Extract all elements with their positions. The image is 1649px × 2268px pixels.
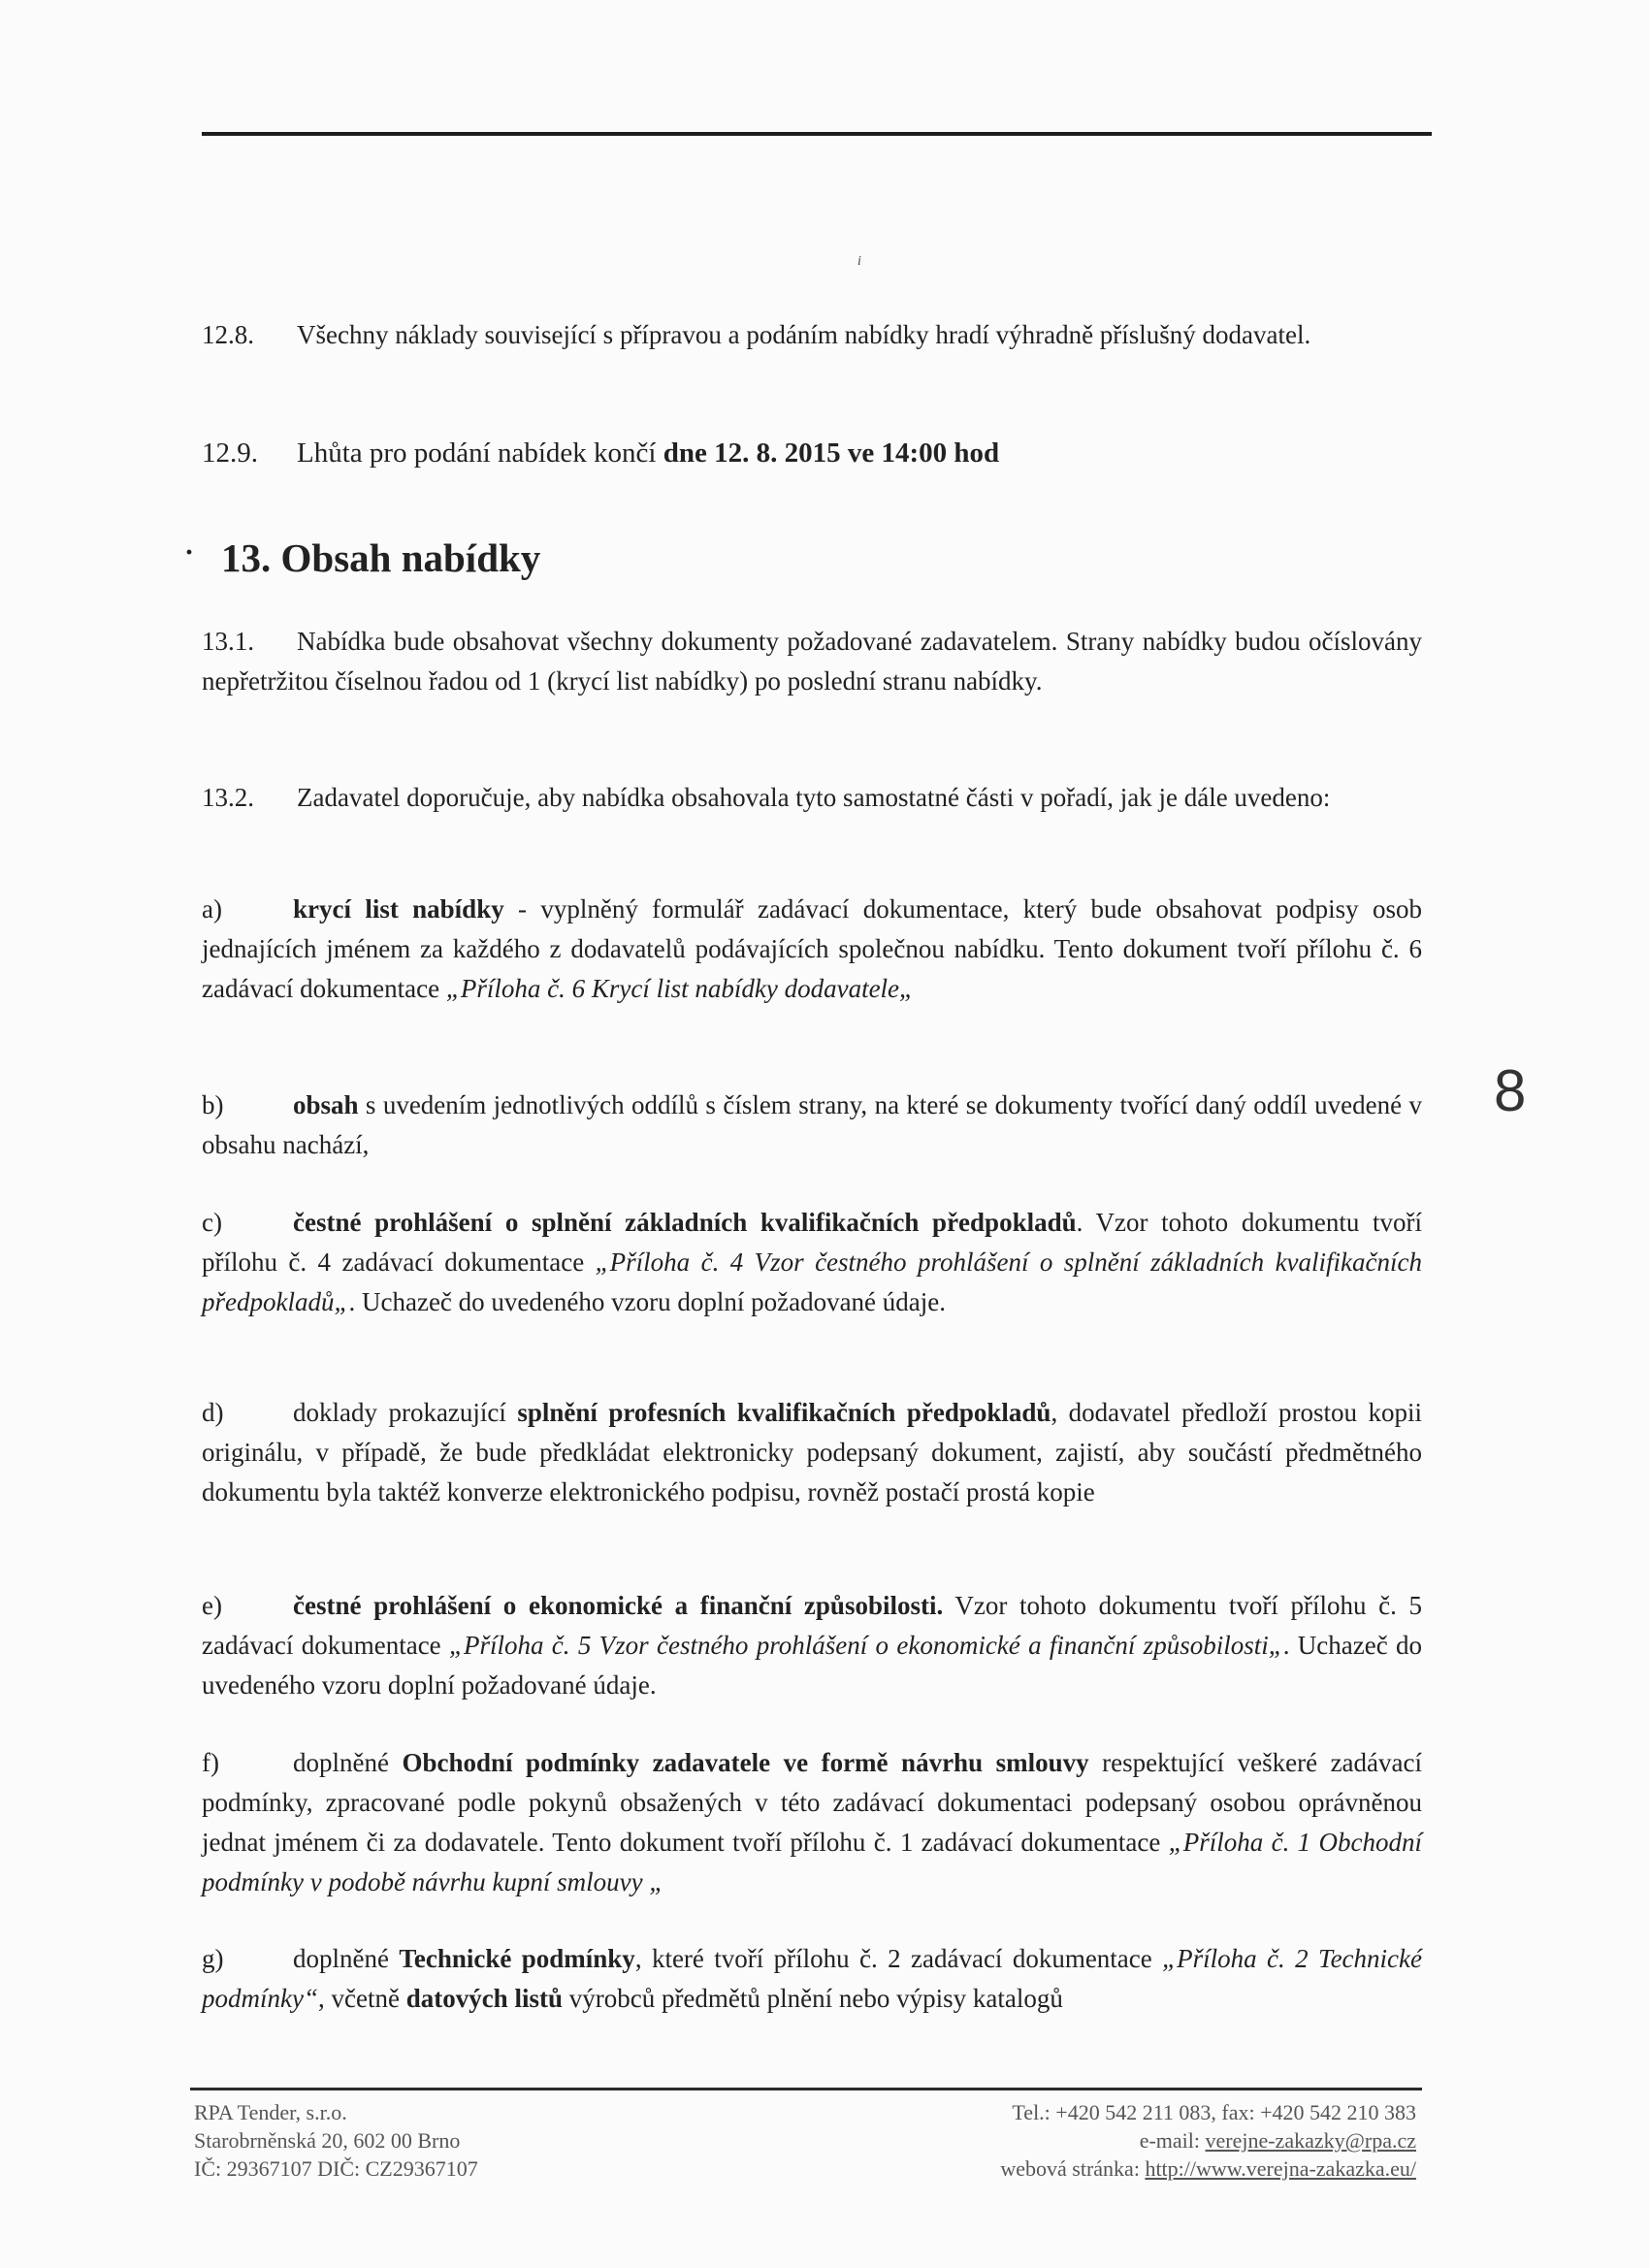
- paragraph-number: 12.9.: [202, 437, 258, 469]
- list-item-g: [202, 1939, 1422, 2019]
- email-link[interactable]: verejne-zakazky@rpa.cz: [1205, 2128, 1416, 2153]
- paragraph-text: Všechny náklady související s přípravou a podáním nabídky hradí výhradně příslušný dodavatel.: [297, 320, 1311, 349]
- list-item-a: [202, 890, 1422, 1009]
- item-bold: Technické podmínky: [399, 1944, 635, 1973]
- company-ids: IČ: 29367107 DIČ: CZ29367107: [194, 2156, 478, 2181]
- section-title: 13. Obsah nabídky: [221, 535, 541, 580]
- item-text: . Uchazeč do uvedeného vzoru doplní požadované údaje.: [202, 1631, 1423, 1700]
- list-item-d: [202, 1393, 1422, 1512]
- list-letter: b): [202, 1090, 224, 1119]
- section-heading-13: [184, 535, 541, 581]
- paragraph-number: 13.1.: [202, 627, 254, 656]
- paragraph-text: Lhůta pro podání nabídek končí: [297, 437, 663, 469]
- item-text: . Vzor tohoto dokumentu tvoří přílohu č. 4 zadávací dokumentace: [202, 1208, 1422, 1277]
- email-line: [1000, 2126, 1416, 2155]
- web-label: webová stránka:: [1000, 2156, 1146, 2181]
- item-bold: čestné prohlášení o ekonomické a finanční způsobilosti.: [293, 1591, 944, 1620]
- header-rule: [202, 132, 1432, 136]
- item-italic: „Příloha č. 1 Obchodní podmínky v podobě návrhu kupní smlouvy „: [202, 1828, 1422, 1896]
- item-text: . Uchazeč do uvedeného vzoru doplní požadované údaje.: [348, 1287, 947, 1316]
- paragraph-number: 13.2.: [202, 783, 254, 812]
- list-item-f: [202, 1743, 1422, 1902]
- paragraph-13-1: [202, 622, 1422, 701]
- phone-fax: Tel.: +420 542 211 083, fax: +420 542 210 383: [1012, 2100, 1416, 2124]
- item-text: s uvedením jednotlivých oddílů s číslem strany, na které se dokumenty tvořící daný oddíl uvedené v obsahu nachází,: [202, 1090, 1422, 1159]
- company-address: Starobrněnská 20, 602 00 Brno: [194, 2128, 461, 2153]
- list-letter: g): [202, 1944, 224, 1973]
- deadline-text: dne 12. 8. 2015 ve 14:00 hod: [663, 437, 1000, 469]
- list-letter: a): [202, 894, 222, 923]
- item-text: doplněné: [293, 1944, 400, 1973]
- item-bold: obsah: [293, 1090, 359, 1119]
- item-text: , které tvoří přílohu č. 2 zadávací dokumentace: [634, 1944, 1163, 1973]
- item-text: doplněné: [293, 1748, 403, 1777]
- item-bold: krycí list nabídky: [293, 894, 504, 923]
- scan-mark: i: [857, 254, 861, 269]
- item-bold: splnění profesních kvalifikačních předpokladů: [517, 1398, 1051, 1427]
- list-item-b: [202, 1085, 1422, 1165]
- item-text: , dodavatel předloží prostou kopii originálu, v případě, že bude předkládat elektronicky podepsaný dokument, zajistí, aby součástí předmětného dokumentu byla taktéž konverze elektronického podpisu, rovněž postačí prostá kopie: [202, 1398, 1422, 1507]
- item-bold: Obchodní podmínky zadavatele ve formě návrhu smlouvy: [402, 1748, 1089, 1777]
- list-letter: f): [202, 1748, 219, 1777]
- paragraph-13-2: [202, 778, 1422, 818]
- item-italic: „Příloha č. 5 Vzor čestného prohlášení o ekonomické a finanční způsobilosti„: [448, 1631, 1283, 1660]
- web-link[interactable]: http://www.verejna-zakazka.eu/: [1145, 2156, 1416, 2181]
- item-text: výrobců předmětů plnění nebo výpisy katalogů: [562, 1984, 1063, 2013]
- list-item-e: [202, 1586, 1422, 1705]
- list-item-c: [202, 1203, 1422, 1322]
- list-letter: d): [202, 1398, 224, 1427]
- item-text: respektující veškeré zadávací podmínky, zpracované podle pokynů obsažených v této zadávací dokumentaci podepsaný osobou oprávněnou jednat jménem či za dodavatele. Tento dokument tvoří přílohu č. 1 zadávací dokumentace: [202, 1748, 1422, 1857]
- item-text: Vzor tohoto dokumentu tvoří přílohu č. 5 zadávací dokumentace: [202, 1591, 1422, 1660]
- bullet-mark: ·: [184, 536, 195, 568]
- item-text: doklady prokazující: [293, 1398, 518, 1427]
- email-label: e-mail:: [1139, 2128, 1206, 2153]
- paragraph-12-9: [202, 434, 1422, 473]
- paragraph-text: Zadavatel doporučuje, aby nabídka obsahovala tyto samostatné části v pořadí, jak je dále uvedeno:: [297, 783, 1331, 812]
- footer-company-info: [194, 2098, 478, 2183]
- item-text: - vyplněný formulář zadávací dokumentace, který bude obsahovat podpisy osob jednajících jménem za každého z dodavatelů podávajících společnou nabídku. Tento dokument tvoří přílohu č. 6 zadávací dokumentace: [202, 894, 1422, 1003]
- paragraph-text: Nabídka bude obsahovat všechny dokumenty požadované zadavatelem. Strany nabídky budou očíslovány nepřetržitou číselnou řadou od 1 (krycí list nabídky) po poslední stranu nabídky.: [202, 627, 1422, 696]
- footer-rule: [190, 2088, 1422, 2090]
- item-italic: „Příloha č. 4 Vzor čestného prohlášení o splnění základních kvalifikačních předpokladů„: [202, 1247, 1422, 1316]
- item-text: , včetně: [317, 1984, 406, 2013]
- paragraph-number: 12.8.: [202, 320, 254, 349]
- paragraph-12-8: [202, 315, 1422, 355]
- item-bold: čestné prohlášení o splnění základních kvalifikačních předpokladů: [293, 1208, 1077, 1237]
- item-bold: datových listů: [405, 1984, 563, 2013]
- page-number: 8: [1494, 1058, 1527, 1123]
- item-italic: „Příloha č. 6 Krycí list nabídky dodavatele„: [445, 974, 915, 1003]
- footer-contact-info: [1000, 2098, 1416, 2183]
- web-line: [1000, 2155, 1416, 2183]
- list-letter: c): [202, 1208, 222, 1237]
- company-name: RPA Tender, s.r.o.: [194, 2100, 347, 2124]
- item-italic: „Příloha č. 2 Technické podmínky“: [202, 1944, 1422, 2013]
- list-letter: e): [202, 1591, 222, 1620]
